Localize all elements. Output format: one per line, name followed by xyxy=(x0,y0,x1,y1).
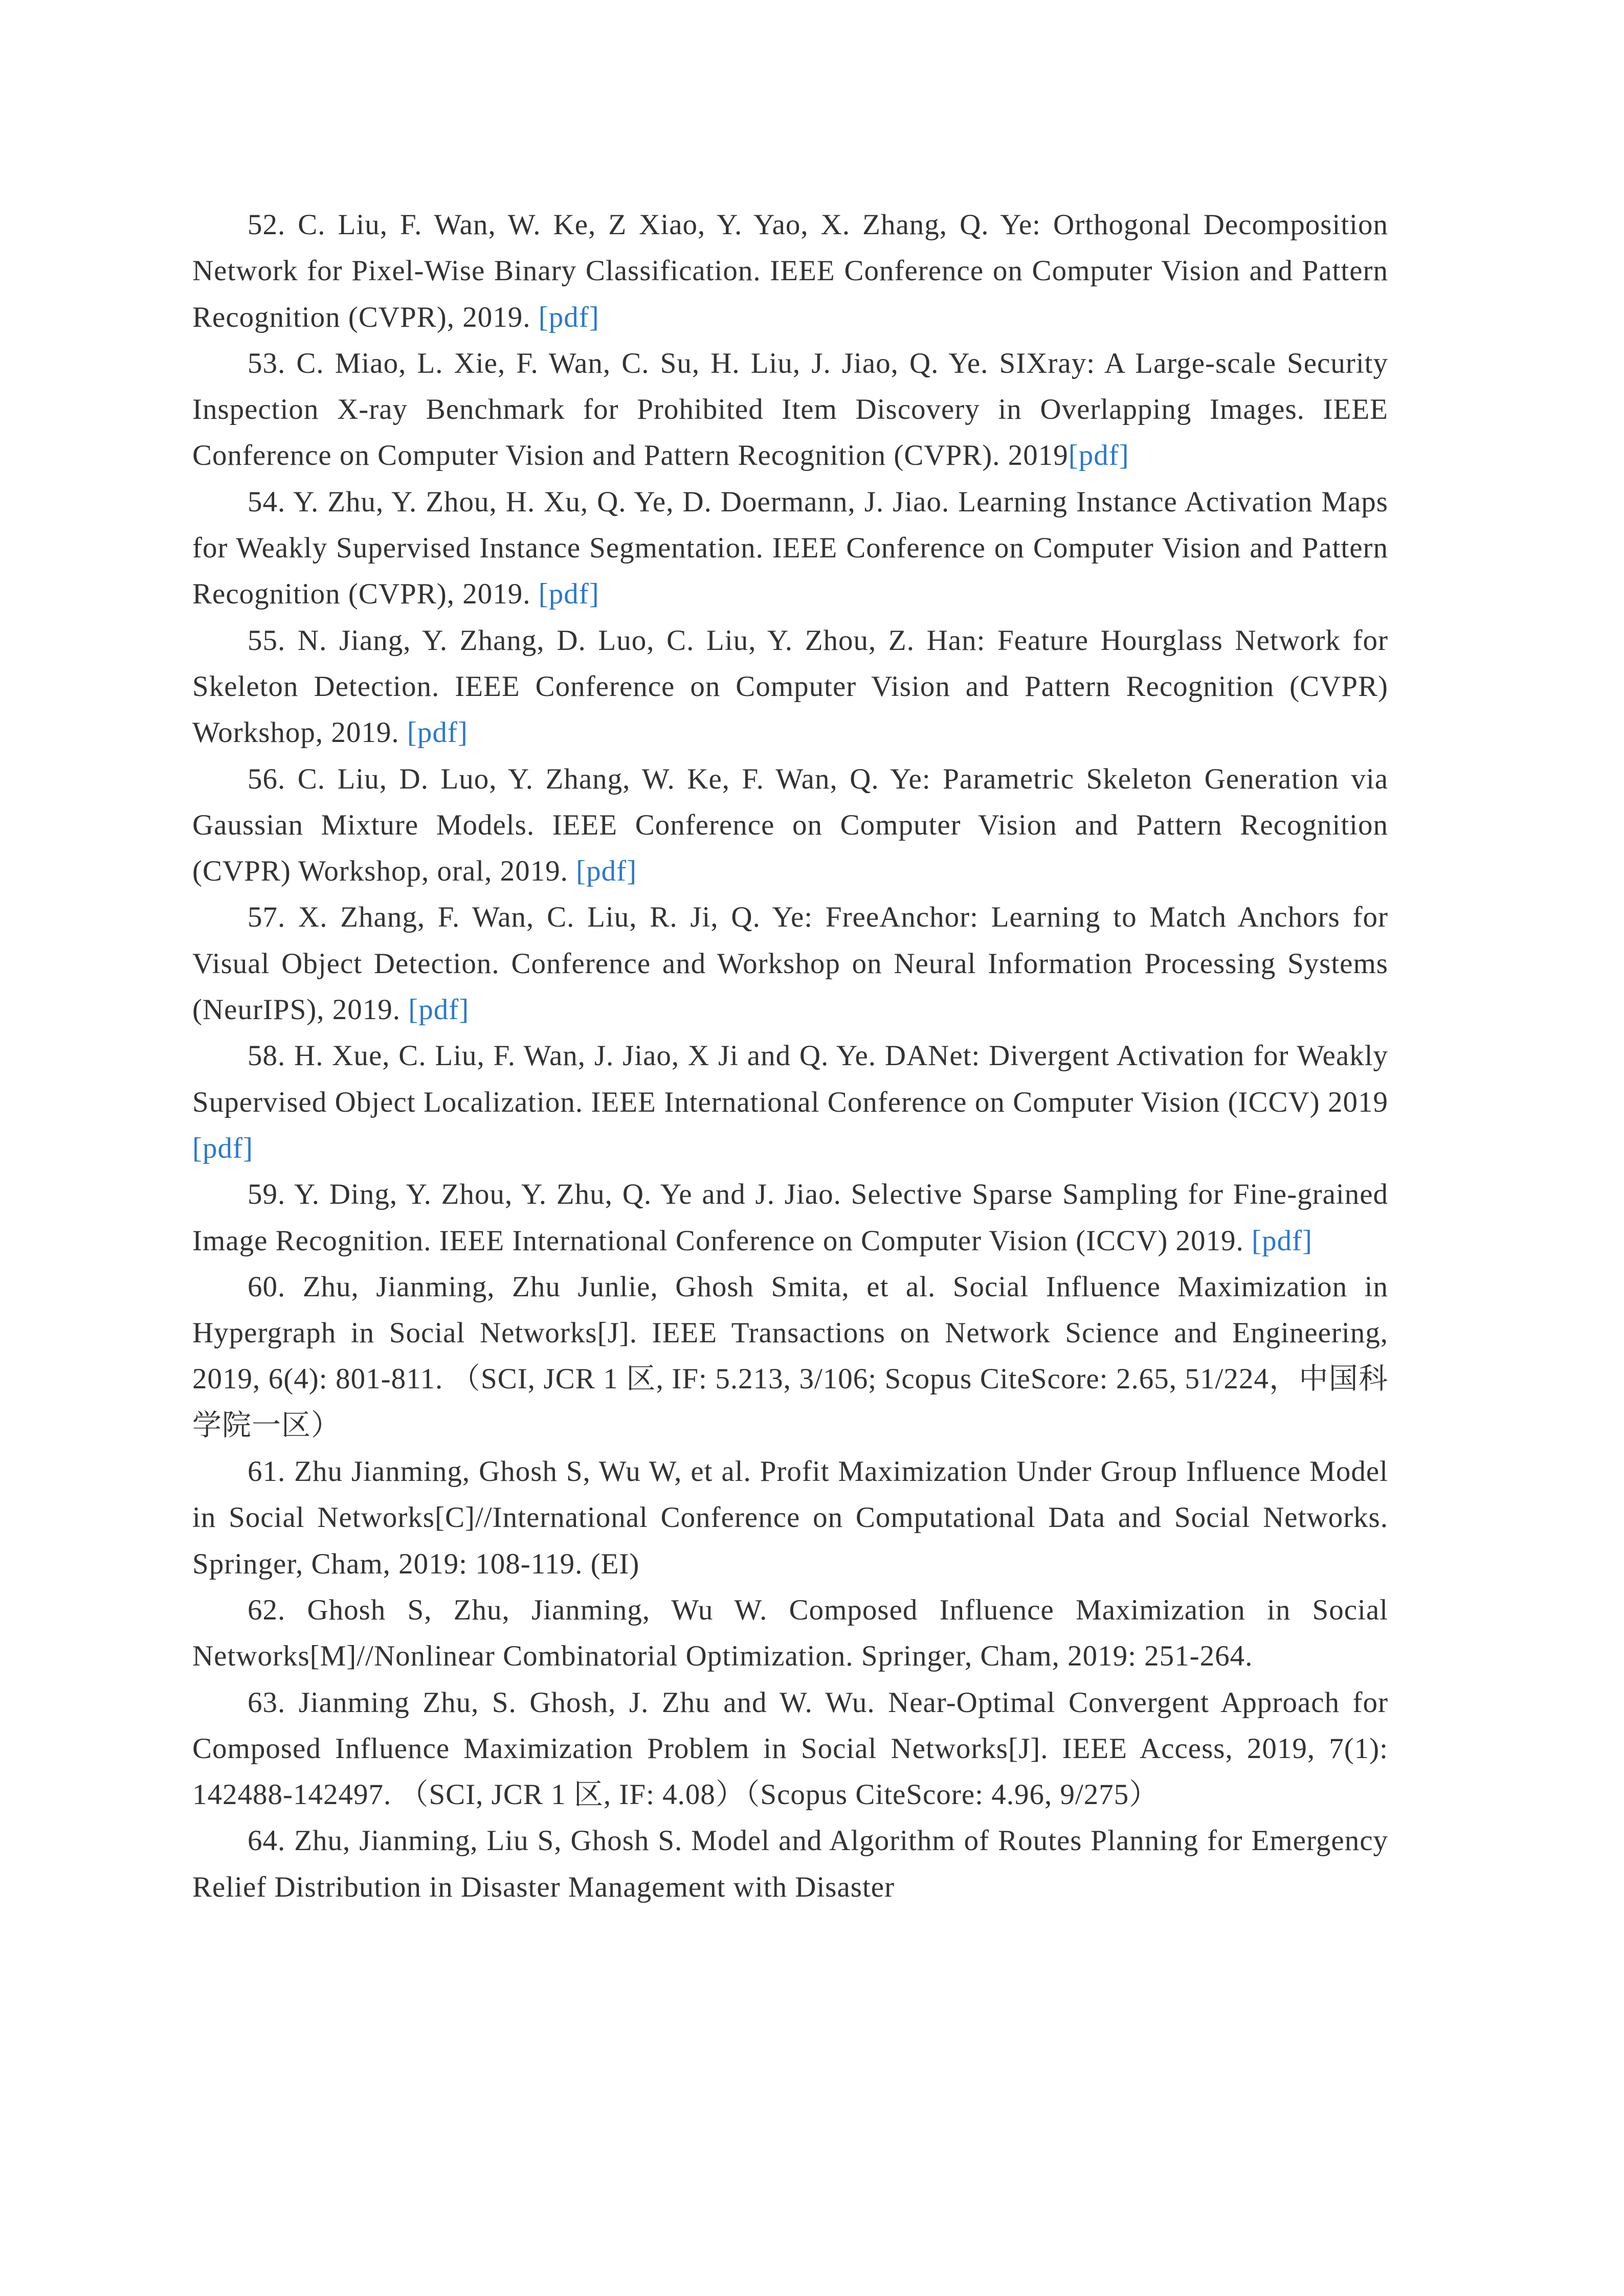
reference-text: 52. C. Liu, F. Wan, W. Ke, Z Xiao, Y. Yao, X. Zhang, Q. Ye: Orthogonal Decomposition Network for Pixel-Wise Binary Classification. IEEE Conference on Computer Vision and Pattern Recognition (CVPR), 2019. xyxy=(192,209,1388,333)
reference-text: 62. Ghosh S, Zhu, Jianming, Wu W. Composed Influence Maximization in Social Networks[M]//Nonlinear Combinatorial Optimization. Springer, Cham, 2019: 251-264. xyxy=(192,1593,1388,1673)
reference-entry-55 xyxy=(192,618,1388,756)
reference-entry-60 xyxy=(192,1264,1388,1449)
pdf-link[interactable]: [pdf] xyxy=(192,1132,253,1164)
pdf-link[interactable]: [pdf] xyxy=(407,716,468,749)
reference-text: 56. C. Liu, D. Luo, Y. Zhang, W. Ke, F. Wan, Q. Ye: Parametric Skeleton Generation via Gaussian Mixture Models. IEEE Conference on Computer Vision and Pattern Recognition (CVPR) Workshop, oral, 2019. xyxy=(192,762,1388,888)
pdf-link[interactable]: [pdf] xyxy=(1252,1224,1312,1257)
reference-entry-54 xyxy=(192,479,1388,618)
reference-entry-58 xyxy=(192,1033,1388,1172)
reference-text: 58. H. Xue, C. Liu, F. Wan, J. Jiao, X Ji and Q. Ye. DANet: Divergent Activation for Weakly Supervised Object Localization. IEEE International Conference on Computer Vision (ICCV) 2019 xyxy=(192,1040,1388,1118)
reference-entry-56 xyxy=(192,756,1388,895)
reference-entry-63 xyxy=(192,1680,1388,1818)
reference-text: 57. X. Zhang, F. Wan, C. Liu, R. Ji, Q. Ye: FreeAnchor: Learning to Match Anchors for Visual Object Detection. Conference and Workshop on Neural Information Processing Systems (NeurIPS), 2019. xyxy=(192,901,1388,1026)
pdf-link[interactable]: [pdf] xyxy=(538,301,599,333)
pdf-link[interactable]: [pdf] xyxy=(408,994,470,1026)
reference-text: 55. N. Jiang, Y. Zhang, D. Luo, C. Liu, Y. Zhou, Z. Han: Feature Hourglass Network for Skeleton Detection. IEEE Conference on Computer Vision and Pattern Recognition (CVPR) Workshop, 2019. xyxy=(192,624,1388,749)
reference-list xyxy=(192,202,1388,1910)
reference-text: 64. Zhu, Jianming, Liu S, Ghosh S. Model and Algorithm of Routes Planning for Emergency Relief Distribution in Disaster Management with Disaster xyxy=(192,1825,1388,1903)
reference-entry-52 xyxy=(192,202,1388,341)
reference-entry-64 xyxy=(192,1818,1388,1910)
reference-entry-53 xyxy=(192,341,1388,479)
reference-entry-61 xyxy=(192,1449,1388,1587)
pdf-link[interactable]: [pdf] xyxy=(576,855,637,888)
reference-text: 60. Zhu, Jianming, Zhu Junlie, Ghosh Smita, et al. Social Influence Maximization in Hypergraph in Social Networks[J]. IEEE Transactions on Network Science and Engineering, 2019, 6(4): 801-811. （SCI, JCR 1 区, IF: 5.213, 3/106; Scopus CiteScore: 2.65, 51/224，中国科学院一区） xyxy=(192,1270,1388,1442)
reference-text: 61. Zhu Jianming, Ghosh S, Wu W, et al. Profit Maximization Under Group Influence Model in Social Networks[C]//International Conference on Computational Data and Social Networks. Springer, Cham, 2019: 108-119. (EI) xyxy=(192,1455,1388,1580)
reference-text: 54. Y. Zhu, Y. Zhou, H. Xu, Q. Ye, D. Doermann, J. Jiao. Learning Instance Activation Maps for Weakly Supervised Instance Segmentation. IEEE Conference on Computer Vision and Pattern Recognition (CVPR), 2019. xyxy=(192,485,1388,611)
reference-text: 53. C. Miao, L. Xie, F. Wan, C. Su, H. Liu, J. Jiao, Q. Ye. SIXray: A Large-scale Security Inspection X-ray Benchmark for Prohibited Item Discovery in Overlapping Images. IEEE Conference on Computer Vision and Pattern Recognition (CVPR). 2019 xyxy=(192,347,1388,472)
reference-text: 63. Jianming Zhu, S. Ghosh, J. Zhu and W. Wu. Near-Optimal Convergent Approach for Composed Influence Maximization Problem in Social Networks[J]. IEEE Access, 2019, 7(1): 142488-142497. （SCI, JCR 1 区, IF: 4.08）（Scopus CiteScore: 4.96, 9/275） xyxy=(192,1686,1388,1811)
pdf-link[interactable]: [pdf] xyxy=(538,578,599,611)
reference-entry-62 xyxy=(192,1587,1388,1680)
reference-entry-57 xyxy=(192,894,1388,1033)
reference-entry-59 xyxy=(192,1172,1388,1264)
reference-text: 59. Y. Ding, Y. Zhou, Y. Zhu, Q. Ye and J. Jiao. Selective Sparse Sampling for Fine-grained Image Recognition. IEEE International Conference on Computer Vision (ICCV) 2019. xyxy=(192,1178,1388,1257)
pdf-link[interactable]: [pdf] xyxy=(1068,439,1129,472)
